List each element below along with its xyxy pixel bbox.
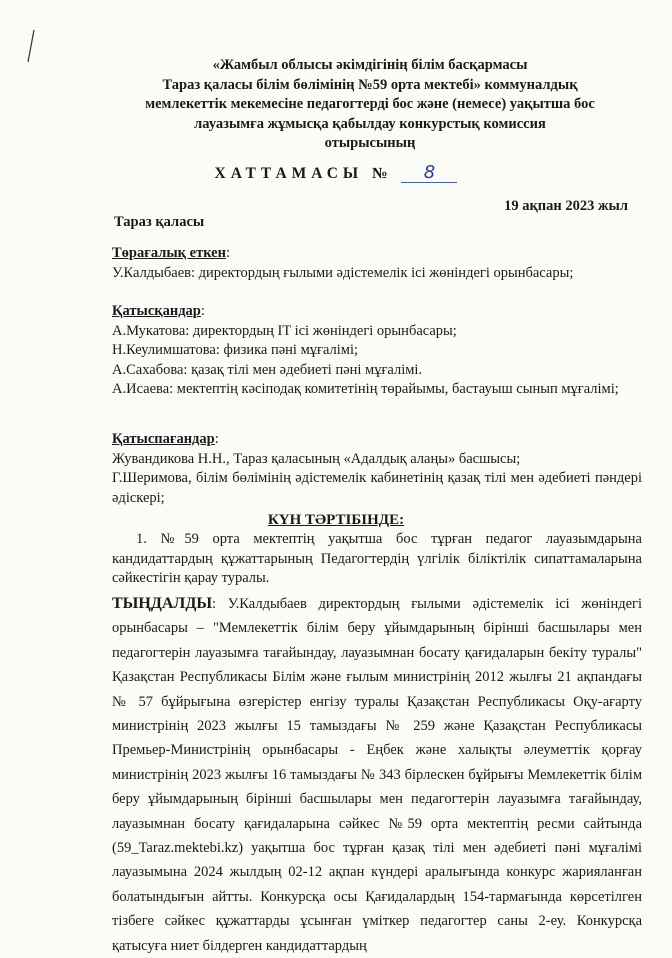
participant-item: А.Мукатова: директордың IT ісі жөніндегі орынбасары; <box>112 322 457 339</box>
header-line: мемлекеттік мекемесіне педагогтерді бос және (немесе) уақытша бос <box>145 96 595 112</box>
header-line: Тараз қаласы білім бөлімінің №59 орта мектебі» коммуналдық <box>162 76 578 93</box>
absent-item: Жувандикова Н.Н., Тараз қаласының «Адалдық алаңы» басшысы; <box>112 450 521 467</box>
agenda-item: 1. №59 орта мектептің уақытша бос тұрған педагог лауазымдарына кандидаттардың құжаттарының Педагогтердің үлгілік біліктілік сипаттамаларына сәйкестігін қарау туралы. <box>112 531 642 586</box>
agenda-heading: КҮН ТӘРТІБІНДЕ: <box>267 512 405 528</box>
title-text: ХАТТАМАСЫ № <box>214 165 393 182</box>
absent-label: Қатыспағандар <box>112 431 215 447</box>
participant-item: Н.Кеулимшатова: физика пәні мұғалімі; <box>112 342 359 358</box>
pen-mark <box>24 28 38 64</box>
participant-item: А.Сахабова: қазақ тілі мен әдебиеті пәні мұғалімі. <box>112 361 423 378</box>
header-line: отырысының <box>324 135 416 151</box>
chair-text: У.Калдыбаев: директордың ғылыми әдістемелік ісі жөніндегі орынбасары; <box>112 264 574 281</box>
chair-label: Төрағалық еткен <box>112 245 226 261</box>
heard-section <box>112 592 642 958</box>
absent-section: Қатыспағандар: Жувандикова Н.Н., Тараз қаласының «Адалдық алаңы» басшысы; Г.Шеримова, білім бөлімінің әдістемелік кабинетінің қазақ тілі мен әдебиеті пәндері әдіскері; <box>112 430 642 508</box>
protocol-number: 8 <box>401 164 457 183</box>
participants-label: Қатысқандар <box>112 303 201 319</box>
absent-item: Г.Шеримова, білім бөлімінің әдістемелік кабинетінің қазақ тілі мен әдебиеті пәндері әдіскері; <box>112 470 642 506</box>
document-title <box>0 164 672 183</box>
chair-section: Төрағалық еткен: У.Калдыбаев: директордың ғылыми әдістемелік ісі жөніндегі орынбасары; <box>112 244 642 283</box>
heard-lead: ТЫҢДАЛДЫ <box>112 595 213 612</box>
document-city: Тараз қаласы <box>114 214 205 230</box>
header-line: «Жамбыл облысы әкімдігінің білім басқармасы <box>212 57 528 73</box>
document-header <box>110 56 630 154</box>
heard-text: : У.Калдыбаев директордың ғылыми әдістемелік ісі жөніндегі орынбасары – "Мемлекеттік білім беру ұйымдарының бірінші басшылары мен педагогтерін лауазымға тағайындау, лауазымнан босату қағидаларын бекіту туралы" Қазақстан Республикасы Білім және ғылым министрінің 2012 жылғы 21 ақпандағы № 57 бұйрығына өзгерістер енгізу туралы Қазақстан Республикасы Оқу-ағарту министрінің 2023 жылғы 15 тамыздағы № 259 және Қазақстан Республикасы Премьер-Министрінің орынбасары - Еңбек және халықты әлеуметтік қорғау министрінің 2023 жылғы 16 тамыздағы № 343 бірлескен бұйрығы Мемлекеттік білім беру ұйымдарының бірінші басшылары мен педагогтерін лауазымға тағайындау, лауазымнан босату қағидаларына сәйкес №59 орта мектептің ресми сайтында (59_Taraz.mektebi.kz) уақытша бос тұрған қазақ тілі мен әдебиеті пәні мұғалімі лауазымына 2024 жылдың 02-12 ақпан күндері аралығында конкурс жарияланған болатындығын айтты. Конкурсқа осы Қағидалардың 154-тармағында көрсетілген тізбеге сәйкес құжаттарды ұсынған үміткер педагогтер саны 2-еу. Конкурсқа қатысуға ниет білдерген кандидаттардың <box>112 596 642 954</box>
participants-section: Қатысқандар: А.Мукатова: директордың IT ісі жөніндегі орынбасары; Н.Кеулимшатова: физика пәні мұғалімі; А.Сахабова: қазақ тілі мен әдебиеті пәні мұғалімі. А.Исаева: мектептің кәсіподақ комитетінің төрайымы, бастауыш сынып мұғалімі; <box>112 302 642 400</box>
header-line: лауазымға жұмысқа қабылдау конкурстық комиссия <box>194 115 546 132</box>
participant-item: А.Исаева: мектептің кәсіподақ комитетінің төрайымы, бастауыш сынып мұғалімі; <box>112 381 619 397</box>
document-date: 19 ақпан 2023 жыл <box>504 198 628 214</box>
